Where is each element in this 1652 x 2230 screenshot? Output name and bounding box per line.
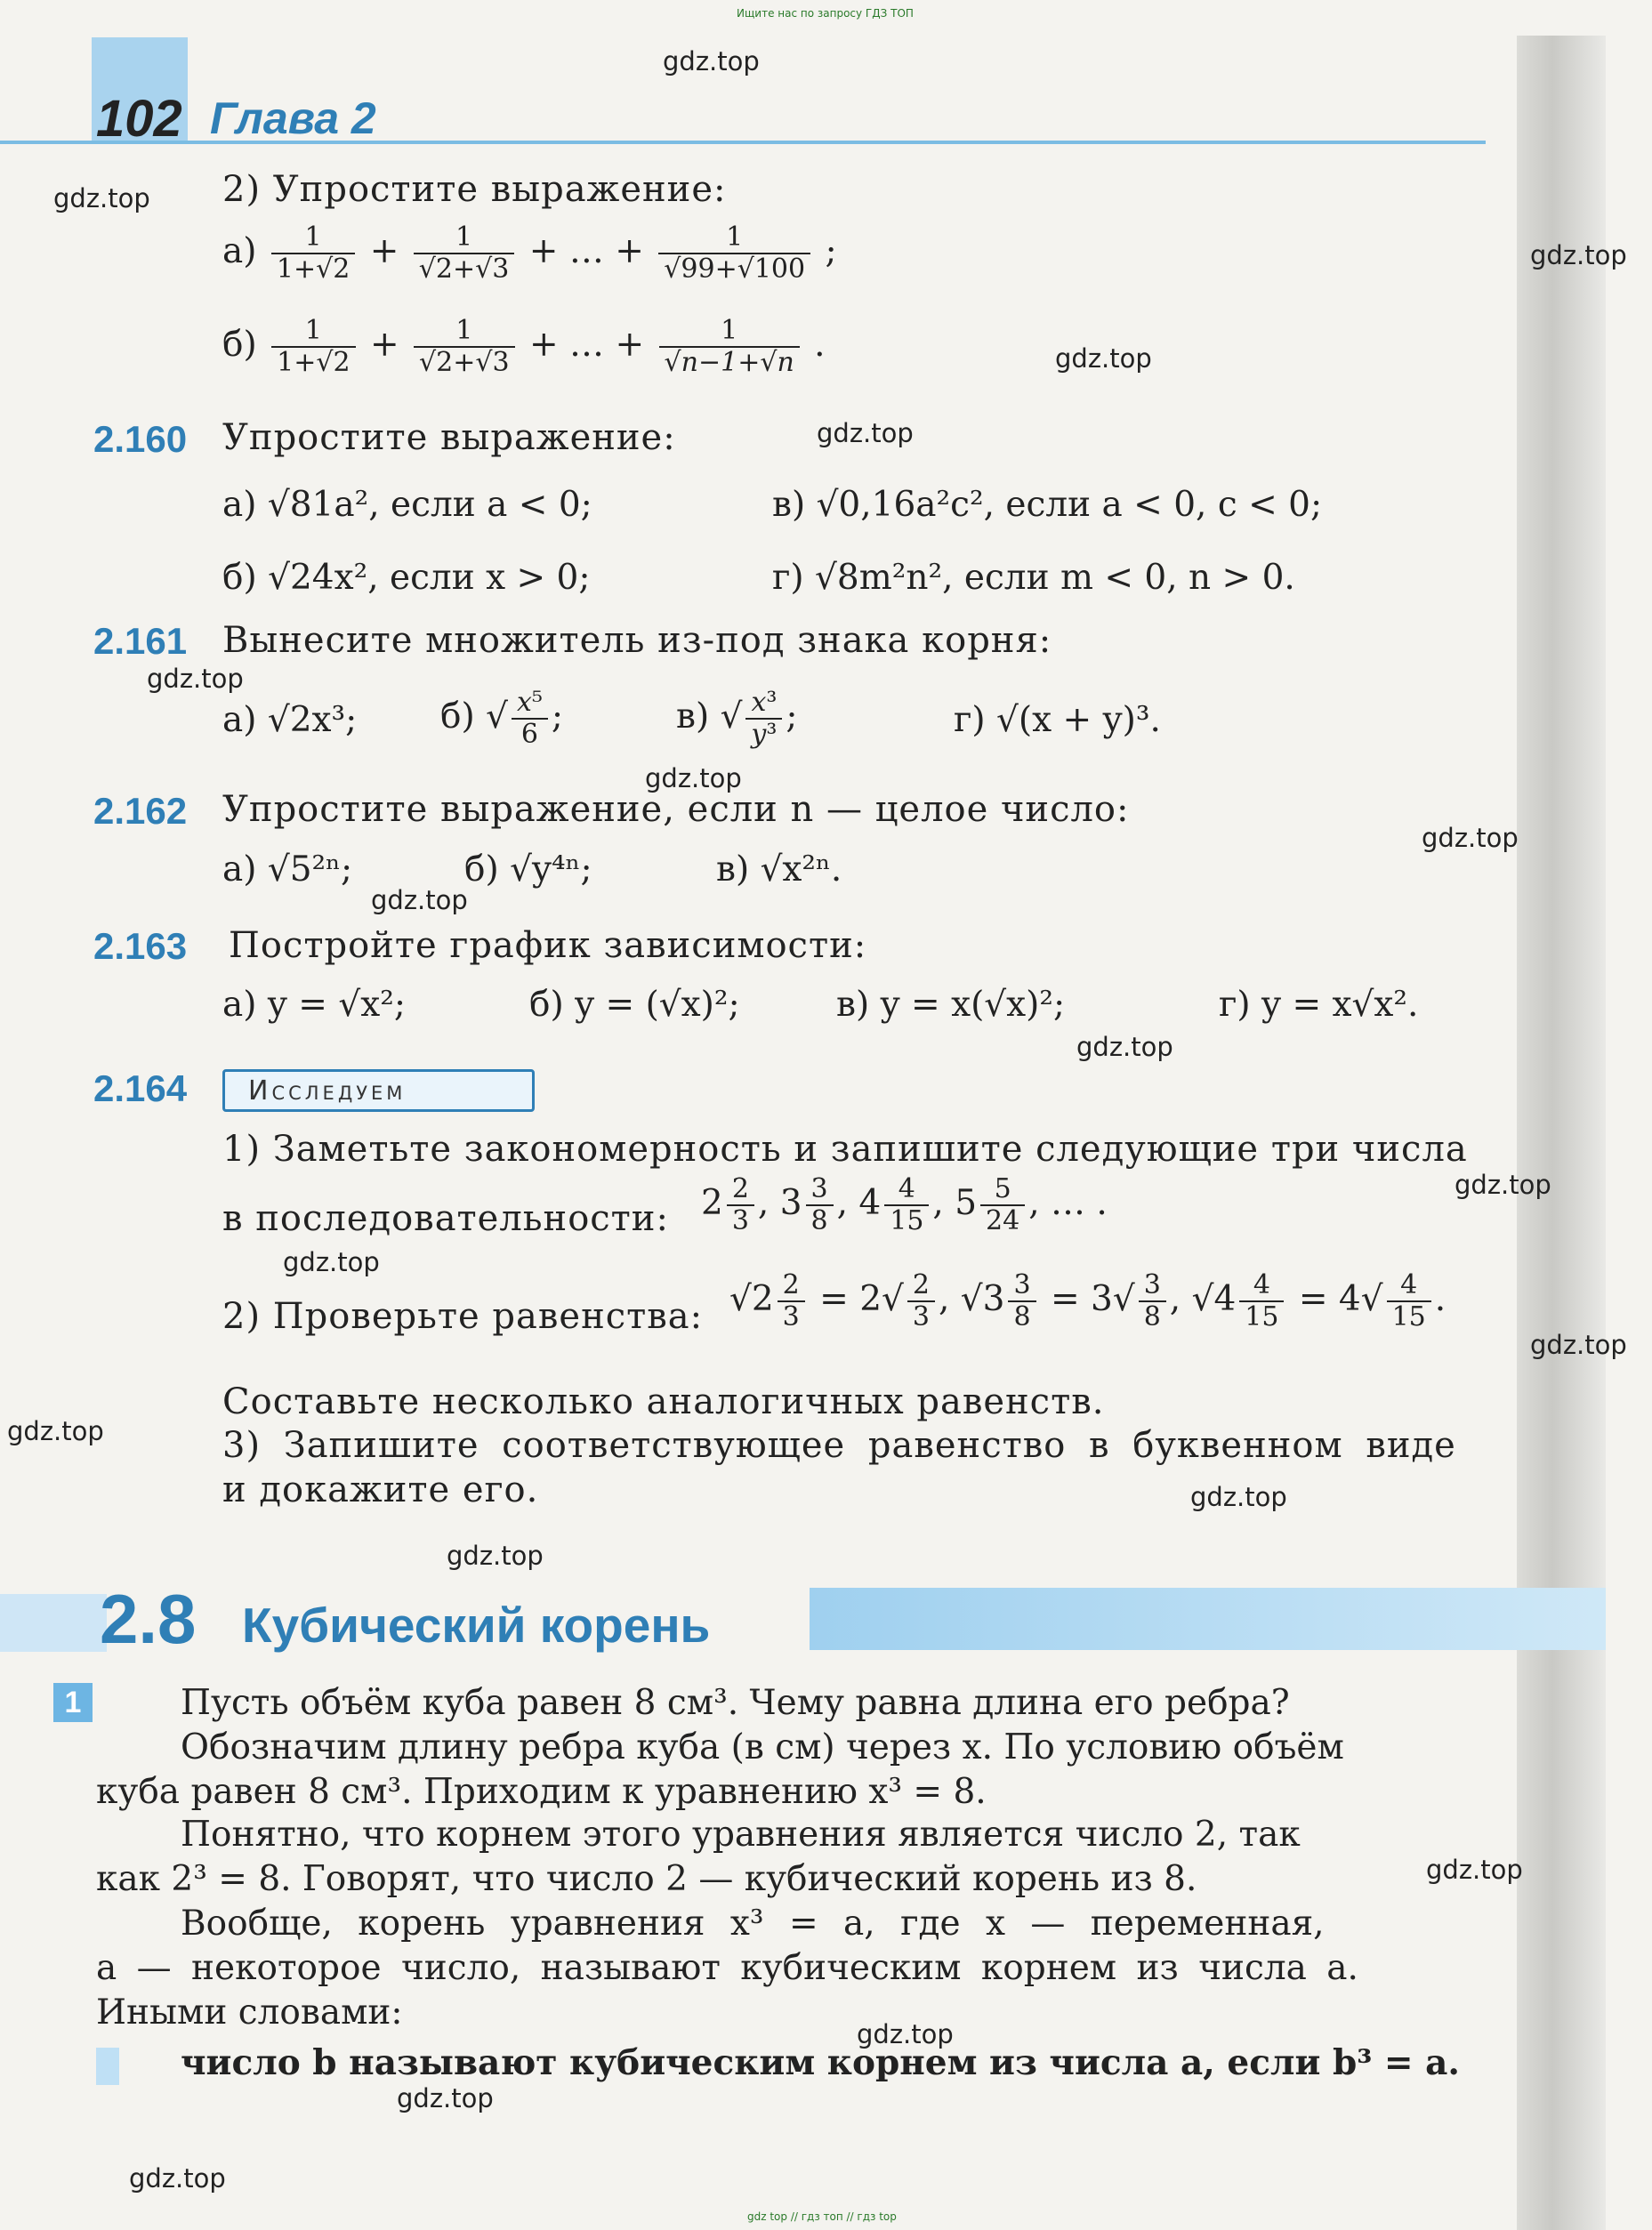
badge-text: Исследуем [248,1075,407,1107]
section-band-left [0,1594,107,1652]
top-watermark: Ищите нас по запросу ГДЗ ТОП [737,7,914,20]
watermark: gdz.top [1455,1170,1551,1200]
section-line: Понятно, что корнем этого уравнения является число 2, так [181,1815,1301,1855]
section-band-right [810,1588,1606,1650]
task-2163-v: в) y = x(√x)²; [836,985,1066,1025]
fraction: $\frac{2}{3}$ [907,1272,935,1331]
section-line: Вообще, корень уравнения x³ = a, где x — переменная, [181,1904,1325,1944]
fraction: $\frac{\text{x⁵}}{6}$ [512,689,548,748]
watermark: gdz.top [7,1416,104,1446]
task-2160-v: в) √0,16a²c², если a < 0, c < 0; [772,485,1323,525]
fraction: $\frac{3}{8}$ [806,1176,834,1235]
task-2164-p2: 2) Проверьте равенства: [222,1296,704,1337]
right-page-shadow [1517,36,1606,2230]
task-2164-p4: 3) Запишите соответствующее равенство в буквенном виде [222,1425,1456,1466]
item-label: в) [676,696,710,737]
task-2164-p1b: в последовательности: [222,1198,669,1239]
fraction: $\frac{1}{√99+√100}$ [658,224,810,283]
watermark: gdz.top [1530,1330,1627,1360]
fraction: $\frac{2}{3}$ [727,1176,754,1235]
equalities: √2 $\frac{2}{3}$ = 2√ $\frac{2}{3}$ , √3 $\frac{3}{8}$ = 3√ $\frac{3}{8}$ , √4 $\frac{4}{15}$ = 4√ $\frac{4}{15}$ . [729,1269,1447,1332]
section-title: Кубический корень [242,1598,711,1653]
watermark: gdz.top [53,183,150,213]
watermark: gdz.top [1055,343,1152,374]
fraction: $\frac{3}{8}$ [1139,1272,1166,1331]
chapter-title: Глава 2 [210,93,376,143]
watermark: gdz.top [1422,823,1519,853]
section-line: куба равен 8 см³. Приходим к уравнению x³ = 8. [96,1772,987,1812]
watermark: gdz.top [1076,1032,1173,1062]
task-2164-p3: Составьте несколько аналогичных равенств. [222,1381,1105,1422]
page-number: 102 [96,90,182,148]
definition: число b называют кубическим корнем из числа a, если b³ = a. [181,2042,1461,2083]
fraction: $\frac{1}{√2+√3}$ [414,224,515,283]
task-number: 2.161 [93,620,188,662]
marker-number: 1 [64,1686,82,1719]
watermark: gdz.top [645,763,742,793]
task-2163-g: г) y = x√x². [1219,985,1419,1025]
item-label: б) [440,696,475,737]
fraction: $\frac{4}{15}$ [1239,1272,1284,1331]
task-text: Упростите выражение, если n — целое число: [222,789,1130,830]
fraction: $\frac{5}{24}$ [980,1176,1025,1235]
watermark: gdz.top [663,46,760,76]
fraction: $\frac{1}{1+√2}$ [271,224,355,283]
section-line: как 2³ = 8. Говорят, что число 2 — кубический корень из 8. [96,1859,1197,1899]
paragraph-marker [53,1683,93,1722]
fraction: $\frac{4}{15}$ [1387,1272,1431,1331]
watermark: gdz.top [283,1247,380,1277]
task-2161-b: б) √ $\frac{\text{x⁵}}{6}$ ; [440,687,564,750]
watermark: gdz.top [371,885,468,915]
task-number: 2.162 [93,790,188,832]
sequence: 2 $\frac{2}{3}$ , 3 $\frac{3}{8}$ , 4 $\frac{4}{15}$ , 5 $\frac{5}{24}$ , … . [701,1173,1108,1236]
task-2160-g: г) √8m²n², если m < 0, n > 0. [772,558,1295,598]
task-2161-a: а) √2x³; [222,700,358,740]
fraction: $\frac{2}{3}$ [778,1272,805,1331]
section-line: Пусть объём куба равен 8 см³. Чему равна длина его ребра? [181,1683,1290,1723]
watermark: gdz.top [1190,1482,1287,1512]
task-2162-b: б) √y⁴ⁿ; [464,849,592,890]
section-line: Иными словами: [96,1993,403,2033]
task-2161-g: г) √(x + y)³. [954,700,1161,740]
fraction: $\frac{1}{√2+√3}$ [414,318,515,376]
section-line: Обозначим длину ребра куба (в см) через x. По условию объём [181,1727,1344,1767]
task-2162-a: а) √5²ⁿ; [222,849,353,890]
watermark: gdz.top [857,2019,954,2049]
watermark: gdz.top [147,664,244,694]
watermark: gdz.top [447,1541,544,1571]
task-2162-v: в) √x²ⁿ. [716,849,842,890]
task-prev-b: б) $\frac{1}{1+√2}$ + $\frac{1}{√2+√3}$ + … + $\frac{1}{√n-1+√n}$ . [222,315,826,378]
task-2163-b: б) y = (√x)²; [529,985,740,1025]
task-2161-v: в) √ $\frac{\text{x³}}{\text{y³}}$ ; [676,687,798,750]
fraction: $\frac{4}{15}$ [884,1176,929,1235]
task-number: 2.163 [93,925,188,967]
watermark: gdz.top [129,2163,226,2194]
task-2164-p1: 1) Заметьте закономерность и запишите следующие три числа [222,1129,1468,1170]
item-label: а) [222,231,257,271]
task-2164-p5: и докажите его. [222,1469,539,1510]
research-badge [222,1069,535,1112]
fraction: $\frac{1}{√n-1+√n}$ [659,318,800,376]
task-number: 2.160 [93,418,188,460]
task-text: Вынесите множитель из-под знака корня: [222,620,1052,661]
watermark: gdz.top [1426,1855,1523,1885]
fraction: $\frac{3}{8}$ [1008,1272,1036,1331]
task-text: Постройте график зависимости: [229,925,867,966]
task-2160-b: б) √24x², если x > 0; [222,558,591,598]
definition-marker [96,2048,119,2085]
task-2163-a: а) y = √x²; [222,985,406,1025]
task-prev-a: а) $\frac{1}{1+√2}$ + $\frac{1}{√2+√3}$ + … + $\frac{1}{√99+√100}$ ; [222,221,837,285]
fraction: $\frac{\text{x³}}{\text{y³}}$ [745,689,782,748]
fraction: $\frac{1}{1+√2}$ [271,318,355,376]
item-label: б) [222,325,257,365]
section-line: a — некоторое число, называют кубическим корнем из числа a. [96,1948,1358,1988]
watermark: gdz.top [397,2083,494,2113]
task-text: Упростите выражение: [222,417,676,458]
task-item-2: 2) Упростите выражение: [222,169,727,210]
section-number: 2.8 [100,1580,197,1658]
watermark: gdz.top [817,418,914,448]
watermark: gdz.top [1530,240,1627,270]
task-number: 2.164 [93,1067,188,1109]
task-2160-a: а) √81a², если a < 0; [222,485,592,525]
bottom-watermark: gdz top // гдз топ // гдз top [747,2210,897,2223]
